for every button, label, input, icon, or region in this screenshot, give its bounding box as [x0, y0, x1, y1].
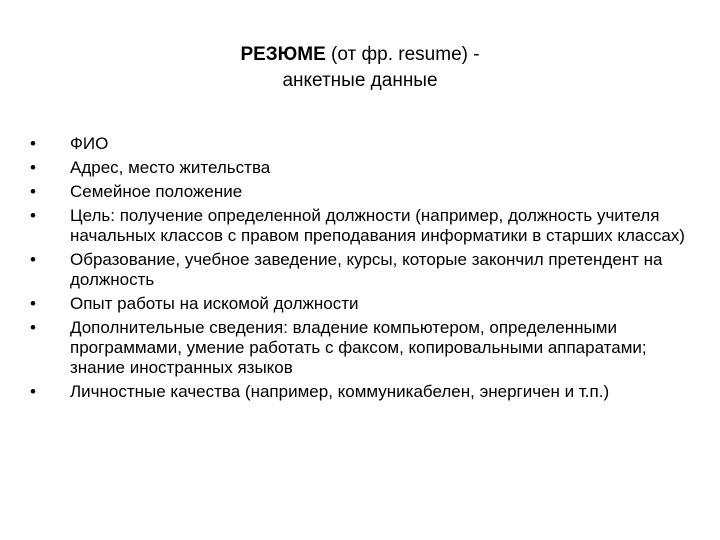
bullet-icon: • — [30, 158, 36, 177]
bullet-icon: • — [30, 318, 36, 337]
bullet-icon: • — [30, 206, 36, 225]
bullet-list — [30, 134, 690, 406]
list-item-text: Личностные качества (например, коммуникабелен, энергичен и т.п.) — [70, 382, 610, 401]
bullet-icon: • — [30, 382, 36, 401]
list-item-text: Семейное положение — [70, 182, 243, 201]
list-item-text: Образование, учебное заведение, курсы, которые закончил претендент на должность — [70, 250, 663, 289]
bullet-icon: • — [30, 134, 36, 153]
bullet-icon: • — [30, 250, 36, 269]
list-item-text: Адрес, место жительства — [70, 158, 271, 177]
list-item — [30, 134, 690, 154]
bullet-icon: • — [30, 182, 36, 201]
list-item — [30, 294, 690, 314]
list-item — [30, 318, 690, 378]
bullet-icon: • — [30, 294, 36, 313]
title-bold: РЕЗЮМЕ — [240, 44, 326, 65]
list-item-text: Дополнительные сведения: владение компьютером, определенными программами, умение работать с факсом, копировальными аппаратами; знание иностранных языков — [70, 318, 647, 377]
list-item — [30, 206, 690, 246]
list-item-text: Опыт работы на искомой должности — [70, 294, 359, 313]
list-item-text: Цель: получение определенной должности (например, должность учителя начальных классов с правом преподавания информатики в старших классах) — [70, 206, 685, 245]
title-rest: (от фр. resume) - — [325, 44, 480, 65]
list-item — [30, 158, 690, 178]
list-item — [30, 382, 690, 402]
list-item — [30, 250, 690, 290]
list-item-text: ФИО — [70, 134, 109, 153]
title-line2: анкетные данные — [282, 70, 438, 91]
slide-title — [0, 42, 720, 94]
list-item — [30, 182, 690, 202]
